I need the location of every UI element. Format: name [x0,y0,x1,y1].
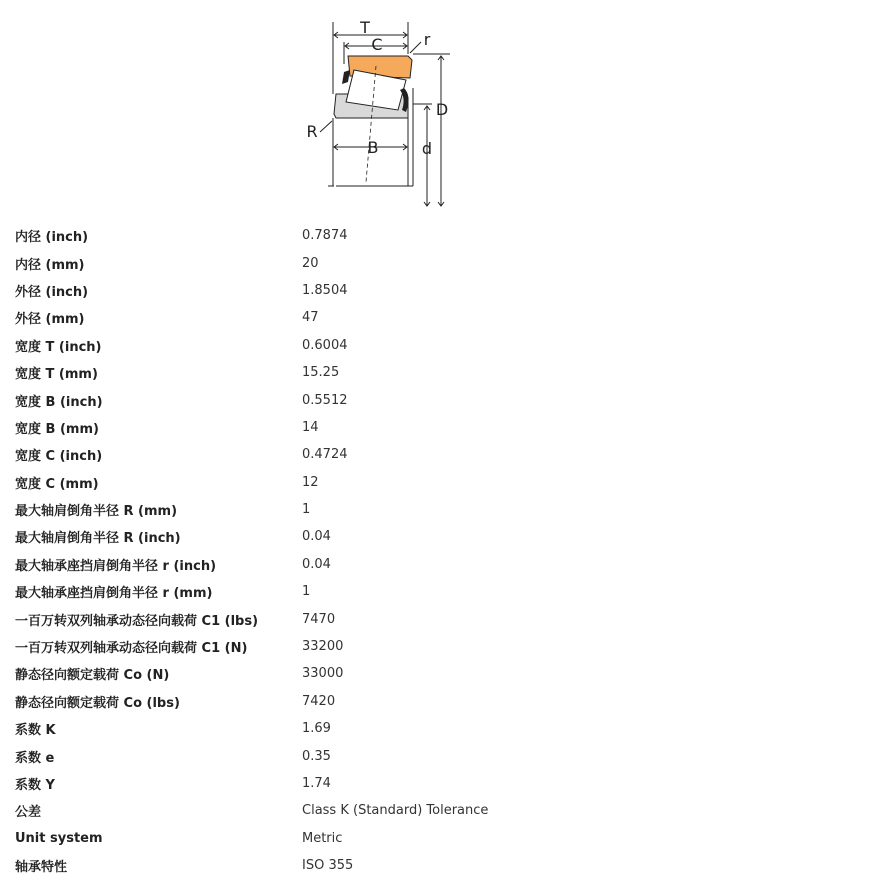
spec-row [15,523,865,550]
spec-row [15,715,865,742]
spec-label: 系数 K [15,723,56,739]
spec-row [15,605,865,632]
spec-table [15,222,865,879]
spec-row [15,551,865,578]
cage-left [342,70,350,84]
spec-label: 系数 e [15,750,55,766]
spec-label: 宽度 B (inch) [15,394,103,410]
spec-value: 7420 [302,693,336,709]
r-big-leader-line [320,121,332,132]
spec-value: 15.25 [302,365,340,381]
spec-label: 静态径向额定载荷 Co (N) [15,668,170,684]
spec-row [15,688,865,715]
label-r-small: r [423,30,431,49]
spec-row [15,825,865,852]
spec-value: 12 [302,474,319,490]
spec-row [15,633,865,660]
spec-row [15,660,865,687]
spec-value: ISO 355 [302,858,354,874]
bearing-dimension-drawing [300,14,470,214]
spec-label: 宽度 C (mm) [15,476,99,492]
spec-value: 14 [302,419,319,435]
spec-label: 静态径向额定载荷 Co (lbs) [15,695,180,711]
spec-label: 宽度 T (inch) [15,339,102,355]
spec-value: 47 [302,310,319,326]
spec-value: 0.35 [302,748,331,764]
spec-label: 外径 (mm) [15,312,85,328]
spec-value: 1 [302,584,311,600]
spec-label: 公差 [15,805,42,821]
spec-row [15,386,865,413]
spec-label: 最大轴承座挡肩倒角半径 r (mm) [15,586,213,602]
spec-row [15,770,865,797]
spec-value: 20 [302,255,319,271]
spec-row [15,277,865,304]
label-b: B [367,138,379,157]
spec-value: 33200 [302,639,344,655]
label-d-inner: d [421,139,433,158]
bearing-diagram [300,14,470,214]
spec-row [15,359,865,386]
spec-label: 轴承特性 [15,860,68,876]
spec-value: 1.8504 [302,282,348,298]
spec-value: 0.7874 [302,228,348,244]
spec-value: 0.4724 [302,447,348,463]
spec-label: 宽度 C (inch) [15,449,103,465]
label-t: T [360,18,370,37]
spec-label: 内径 (mm) [15,257,85,273]
label-d-outer: D [435,100,449,119]
spec-label: Unit system [15,830,103,846]
spec-value: Class K (Standard) Tolerance [302,803,489,819]
spec-value: 1.69 [302,721,331,737]
spec-row [15,578,865,605]
spec-row [15,332,865,359]
r-leader-line [410,42,421,53]
spec-value: Metric [302,830,343,846]
spec-label: 最大轴肩倒角半径 R (inch) [15,531,181,547]
spec-value: 1.74 [302,776,331,791]
spec-label: 一百万转双列轴承动态径向载荷 C1 (N) [15,641,248,657]
spec-label: 宽度 T (mm) [15,367,98,383]
spec-value: 0.04 [302,556,331,572]
spec-label: 系数 Y [15,778,55,793]
spec-label: 外径 (inch) [15,284,89,300]
spec-row [15,441,865,468]
spec-value: 0.04 [302,529,331,545]
spec-row [15,742,865,769]
spec-row [15,852,865,879]
spec-row [15,304,865,331]
spec-row [15,469,865,496]
spec-value: 7470 [302,611,336,627]
spec-row [15,414,865,441]
spec-row [15,797,865,824]
spec-value: 0.5512 [302,392,348,408]
spec-value: 1 [302,502,311,518]
spec-value: 0.6004 [302,337,348,353]
spec-label: 一百万转双列轴承动态径向载荷 C1 (lbs) [15,613,259,629]
spec-row [15,249,865,276]
spec-label: 最大轴肩倒角半径 R (mm) [15,504,178,520]
spec-table-body [15,222,865,879]
label-c: C [371,35,383,54]
label-r-large: R [306,122,318,141]
spec-label: 宽度 B (mm) [15,421,99,437]
spec-label: 内径 (inch) [15,230,89,246]
spec-value: 33000 [302,666,344,682]
spec-row [15,222,865,249]
spec-label: 最大轴承座挡肩倒角半径 r (inch) [15,558,217,574]
spec-row [15,496,865,523]
